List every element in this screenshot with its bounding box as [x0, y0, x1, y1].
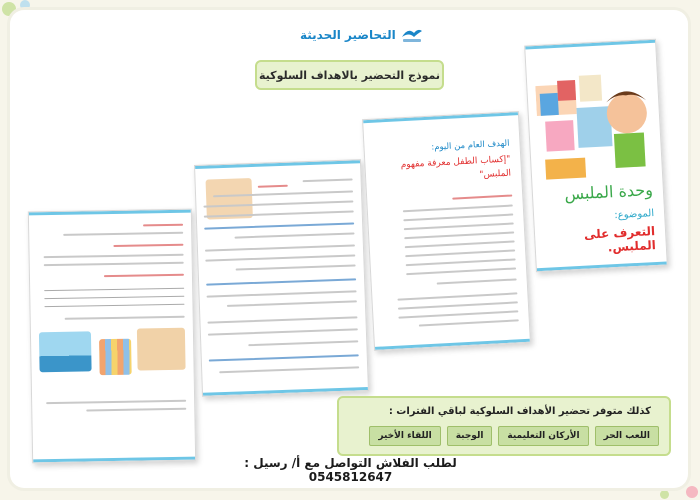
- logo-icon: [400, 25, 424, 45]
- logo: [300, 22, 424, 48]
- document-page-4: [28, 209, 196, 464]
- periods-caption: كذلك متوفر تحضير الأهداف السلوكية لباقي الفترات :: [388, 406, 651, 417]
- decor-dot: [660, 490, 669, 499]
- clothes-illustration: [535, 70, 655, 186]
- subject-label: الموضوع:: [614, 208, 655, 222]
- illustration-clothes-grid: [99, 339, 132, 376]
- subject-text: التعرف على الملبس.: [583, 224, 657, 255]
- logo-text: التحاضير الحديثة: [300, 28, 396, 42]
- period-chip: اللقاء الأخير: [369, 426, 440, 446]
- cover-page: [524, 39, 668, 273]
- illustration-children: [137, 328, 186, 371]
- periods-box: [337, 396, 671, 456]
- period-chip: اللعب الحر: [595, 426, 659, 446]
- contact-line: لطلب الفلاش التواصل مع أ/ رسيل : 0545812647: [244, 456, 457, 484]
- document-page-2: [362, 111, 531, 351]
- illustration-boat: [39, 331, 92, 372]
- period-chip: الوجبة: [447, 426, 493, 446]
- unit-title: وحدة الملبس: [563, 180, 654, 204]
- periods-list: [345, 426, 659, 446]
- goal-label: الهدف العام من اليوم:: [431, 138, 510, 153]
- period-chip: الأركان التعليمية: [498, 426, 588, 446]
- page-title: نموذج التحضير بالاهداف السلوكية: [255, 60, 444, 90]
- decor-dot: [686, 486, 698, 498]
- goal-text: "إكساب الطفل معرفة مفهوم الملبس": [400, 154, 512, 181]
- decor-dot: [20, 0, 30, 10]
- document-page-3: [194, 159, 369, 397]
